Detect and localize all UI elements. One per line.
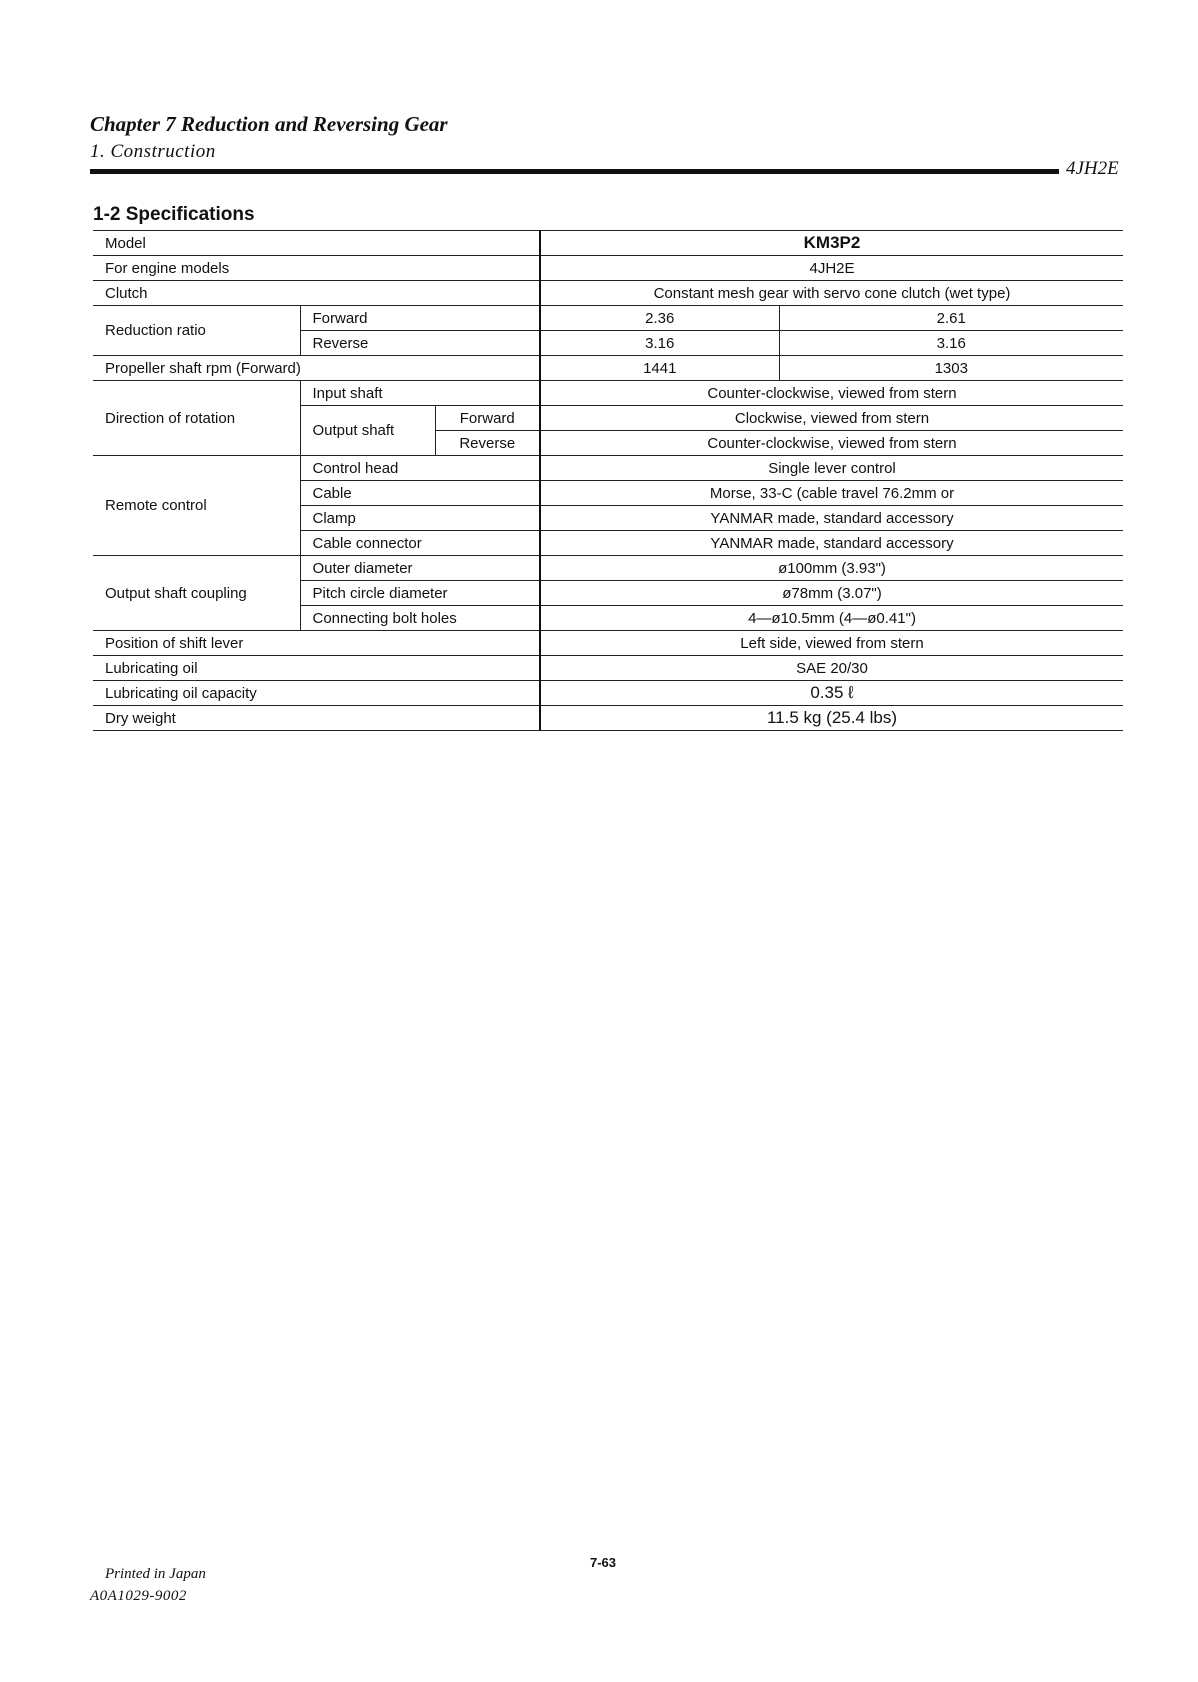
sub-label: Control head xyxy=(300,456,540,481)
row-label: Lubricating oil xyxy=(93,656,540,681)
row-label: For engine models xyxy=(93,256,540,281)
row-label: Output shaft coupling xyxy=(93,556,300,631)
outer-diameter-value: ø100mm (3.93") xyxy=(540,556,1123,581)
sub-label: Outer diameter xyxy=(300,556,540,581)
clamp-value: YANMAR made, standard accessory xyxy=(540,506,1123,531)
cable-connector-value: YANMAR made, standard accessory xyxy=(540,531,1123,556)
table-row xyxy=(93,706,1123,731)
table-row xyxy=(93,556,1123,581)
document-code: A0A1029-9002 xyxy=(90,1588,187,1604)
cable-value: Morse, 33-C (cable travel 76.2mm or xyxy=(540,481,1123,506)
bolt-value: 4—ø10.5mm (4—ø0.41") xyxy=(540,606,1123,631)
section-title: 1. Construction xyxy=(90,141,216,162)
row-label: Dry weight xyxy=(93,706,540,731)
table-row xyxy=(93,231,1123,256)
output-reverse-value: Counter-clockwise, viewed from stern xyxy=(540,431,1123,456)
row-label: Direction of rotation xyxy=(93,381,300,456)
chapter-title: Chapter 7 Reduction and Reversing Gear xyxy=(90,112,448,136)
sub-label: Clamp xyxy=(300,506,540,531)
table-row xyxy=(93,381,1123,406)
row-label: Remote control xyxy=(93,456,300,556)
table-row xyxy=(93,256,1123,281)
table-row xyxy=(93,656,1123,681)
oil-capacity-value: 0.35 ℓ xyxy=(540,681,1123,706)
sub-label: Cable connector xyxy=(300,531,540,556)
engine-code: 4JH2E xyxy=(1066,158,1119,179)
printed-note: Printed in Japan xyxy=(105,1566,206,1582)
table-row xyxy=(93,631,1123,656)
row-label: Reduction ratio xyxy=(93,306,300,356)
model-value: KM3P2 xyxy=(540,231,1123,256)
table-row xyxy=(93,356,1123,381)
header-rule xyxy=(90,169,1059,174)
sub-label: Forward xyxy=(300,306,540,331)
table-row xyxy=(93,681,1123,706)
clutch-value: Constant mesh gear with servo cone clutch (wet type) xyxy=(540,281,1123,306)
pitch-value: ø78mm (3.07") xyxy=(540,581,1123,606)
shift-value: Left side, viewed from stern xyxy=(540,631,1123,656)
control-head-value: Single lever control xyxy=(540,456,1123,481)
table-row xyxy=(93,306,1123,331)
table-row xyxy=(93,456,1123,481)
propeller-value-1: 1441 xyxy=(540,356,779,381)
reduction-reverse-1: 3.16 xyxy=(540,331,779,356)
propeller-value-2: 1303 xyxy=(779,356,1123,381)
weight-value: 11.5 kg (25.4 lbs) xyxy=(540,706,1123,731)
sub-label: Cable xyxy=(300,481,540,506)
sub-label: Input shaft xyxy=(300,381,540,406)
row-label: Clutch xyxy=(93,281,540,306)
page-number: 7-63 xyxy=(590,1555,617,1570)
sub-label: Reverse xyxy=(300,331,540,356)
row-label: Propeller shaft rpm (Forward) xyxy=(93,356,540,381)
oil-value: SAE 20/30 xyxy=(540,656,1123,681)
spec-heading: 1-2 Specifications xyxy=(93,204,255,225)
sub-label: Pitch circle diameter xyxy=(300,581,540,606)
reduction-forward-2: 2.61 xyxy=(779,306,1123,331)
reduction-forward-1: 2.36 xyxy=(540,306,779,331)
sub-sub-label: Reverse xyxy=(435,431,540,456)
input-shaft-value: Counter-clockwise, viewed from stern xyxy=(540,381,1123,406)
reduction-reverse-2: 3.16 xyxy=(779,331,1123,356)
sub-sub-label: Forward xyxy=(435,406,540,431)
row-label: Lubricating oil capacity xyxy=(93,681,540,706)
sub-label: Connecting bolt holes xyxy=(300,606,540,631)
engine-models-value: 4JH2E xyxy=(540,256,1123,281)
row-label: Position of shift lever xyxy=(93,631,540,656)
sub-label: Output shaft xyxy=(300,406,435,456)
row-label: Model xyxy=(93,231,540,256)
output-forward-value: Clockwise, viewed from stern xyxy=(540,406,1123,431)
table-row xyxy=(93,281,1123,306)
spec-table xyxy=(93,230,1123,731)
